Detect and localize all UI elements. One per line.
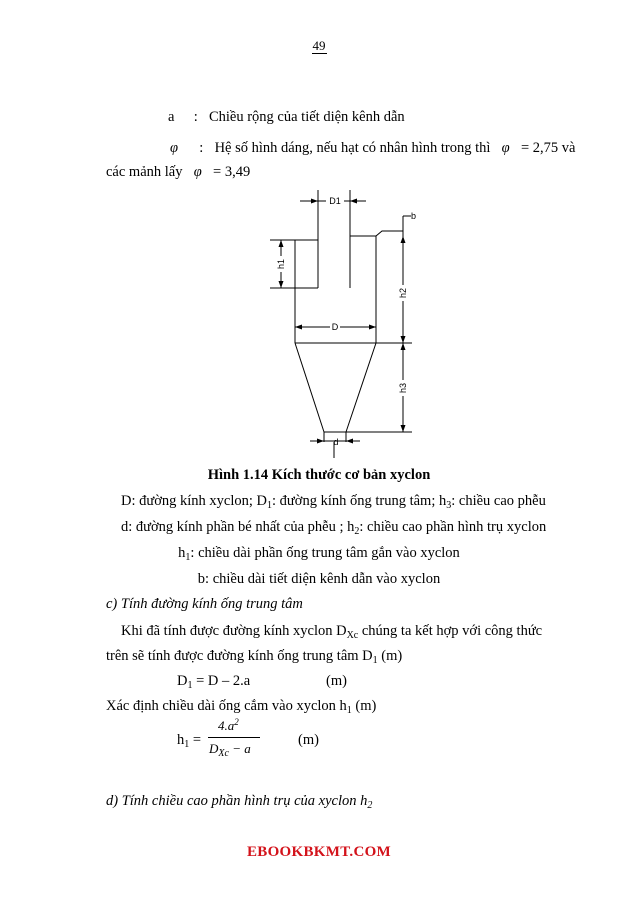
page-number: 49 xyxy=(312,38,326,53)
formula-h1-lhs: $h_1$ = xyxy=(177,732,202,750)
cone-right xyxy=(346,343,376,432)
definition-symbol: a xyxy=(168,109,175,125)
footer-watermark: EBOOKBKMT.COM xyxy=(246,844,392,860)
definition-colon: : xyxy=(193,109,198,125)
legend-line-3: $h_1$: chiều dài phần ống trung tâm gắn vào xyclon xyxy=(178,545,460,563)
formula-d1-unit: (m) xyxy=(326,673,347,689)
definition-value: = 2,75 và xyxy=(520,140,576,156)
legend-line-1: D: đường kính xyclon; $D_1$: đường kính ống trung tâm; $h_3$: chiều cao phễu xyxy=(121,493,546,511)
legend-line-4: b: chiều dài tiết diện kênh dẫn vào xyclon xyxy=(197,571,441,587)
label-h3: h3 xyxy=(398,382,408,394)
definition-symbol: φ xyxy=(170,140,179,156)
h1-intro-line: Xác định chiều dài ống cắm vào xyclon $h_1$ (m) xyxy=(106,698,377,716)
inlet-left-side xyxy=(295,240,318,288)
formula-d1: $D_1 = D - 2.a$ xyxy=(177,673,251,691)
section-c-heading: c) Tính đường kính ống trung tâm xyxy=(106,596,303,612)
cone-left xyxy=(295,343,324,432)
formula-h1-unit: (m) xyxy=(298,732,319,748)
phi-symbol: φ xyxy=(501,140,510,156)
label-d1: D1 xyxy=(329,196,341,206)
section-c-paragraph-line-2: trên sẽ tính được đường kính ống trung tâm $D_1$ (m) xyxy=(106,648,403,666)
definition-text: Chiều rộng của tiết diện kênh dẫn xyxy=(208,109,405,125)
figure-caption: Hình 1.14 Kích thước cơ bản xyclon xyxy=(207,467,431,483)
phi-symbol: φ xyxy=(193,164,202,180)
definition-phi xyxy=(170,139,575,157)
cyclone-diagram xyxy=(262,185,432,460)
definition-colon: : xyxy=(199,140,204,156)
section-c-paragraph-line-1: Khi đã tính được đường kính xyclon $D_{Xc}$ chúng ta kết hợp với công thức xyxy=(121,623,543,641)
label-h1: h1 xyxy=(276,258,286,270)
definition-a xyxy=(168,108,405,126)
formula-h1-denominator: $D_{Xc} - a$ xyxy=(209,741,251,759)
inlet-top xyxy=(350,231,403,236)
legend-line-2: d: đường kính phần bé nhất của phễu ; $h_2$: chiều cao phần hình trụ xyclon xyxy=(121,519,547,537)
label-h2: h2 xyxy=(398,287,408,299)
formula-h1-numerator: $4.a^2$ xyxy=(218,717,239,733)
label-b: b xyxy=(411,211,417,221)
fraction-bar xyxy=(208,737,260,738)
definition-continuation: các mảnh lấy φ = 3,49 xyxy=(106,164,251,180)
label-d: D xyxy=(331,322,339,332)
definition-text: Hệ số hình dáng, nếu hạt có nhân hình trong thì xyxy=(214,140,491,156)
section-d-heading: d) Tính chiều cao phần hình trụ của xyclon $h_2$ xyxy=(106,793,373,811)
label-small-d: d xyxy=(333,437,339,447)
